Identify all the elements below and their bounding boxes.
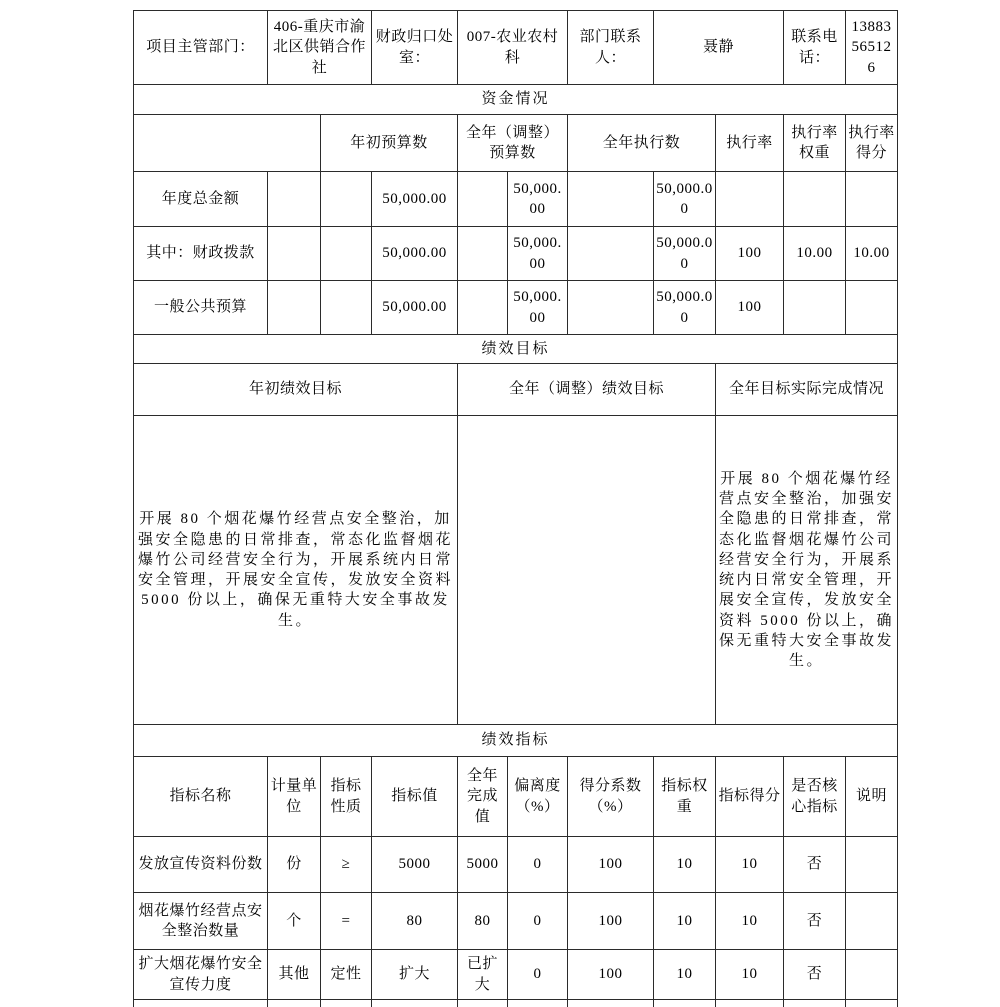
funding-initial-value: 50,000.00 [372, 281, 458, 335]
empty-cell [716, 1000, 784, 1007]
funding-section-title: 资金情况 [134, 85, 898, 115]
empty-cell [321, 1000, 372, 1007]
indicator-target: 5000 [372, 837, 458, 893]
empty-cell [458, 172, 508, 227]
indicator-note [846, 893, 898, 950]
indicator-completed: 已扩大 [458, 950, 508, 1000]
empty-cell [508, 1000, 568, 1007]
funding-row-label: 年度总金额 [134, 172, 268, 227]
funding-adjusted-value: 50,000.00 [508, 281, 568, 335]
funding-header-rate-weight: 执行率权重 [784, 115, 846, 172]
indicator-deviation: 0 [508, 837, 568, 893]
funding-rate-value [716, 172, 784, 227]
indicator-header-nature: 指标性质 [321, 757, 372, 837]
funding-rate-value: 100 [716, 227, 784, 281]
indicator-core: 否 [784, 893, 846, 950]
goals-adjusted-text [458, 416, 716, 725]
empty-cell [568, 172, 654, 227]
indicators-section-row [134, 725, 898, 757]
indicator-header-deviation: 偏离度（%） [508, 757, 568, 837]
indicator-score: 10 [716, 837, 784, 893]
goals-initial-text: 开展 80 个烟花爆竹经营点安全整治，加强安全隐患的日常排查，常态化监督烟花爆竹公司经营安全行为，开展系统内日常安全管理，开展安全宣传，发放安全资料 5000 份以上，确保无重特大安全事故发生。 [134, 416, 458, 725]
indicator-row [134, 950, 898, 1000]
goals-header-initial: 年初绩效目标 [134, 364, 458, 416]
funding-executed-value: 50,000.00 [654, 227, 716, 281]
goals-actual-text: 开展 80 个烟花爆竹经营点安全整治，加强安全隐患的日常排查，常态化监督烟花爆竹公司经营安全行为，开展系统内日常安全管理，开展安全宣传，发放安全资料 5000 份以上，确保无重特大安全事故发生。 [716, 416, 898, 725]
funding-rate-value: 100 [716, 281, 784, 335]
funding-row-total [134, 172, 898, 227]
empty-cell [458, 227, 508, 281]
goals-text-row [134, 416, 898, 725]
indicator-header-core: 是否核心指标 [784, 757, 846, 837]
clipped-row [134, 1000, 898, 1007]
funding-weight-value [784, 172, 846, 227]
indicator-deviation: 0 [508, 893, 568, 950]
empty-cell [134, 1000, 268, 1007]
funding-section-row [134, 85, 898, 115]
empty-cell [458, 281, 508, 335]
empty-cell [372, 1000, 458, 1007]
indicator-header-unit: 计量单位 [268, 757, 321, 837]
indicator-nature: 定性 [321, 950, 372, 1000]
contact-label: 部门联系人： [568, 11, 654, 85]
phone-value: 13883565126 [846, 11, 898, 85]
empty-cell [268, 227, 321, 281]
office-value: 007-农业农村科 [458, 11, 568, 85]
empty-cell [321, 281, 372, 335]
funding-adjusted-value: 50,000.00 [508, 172, 568, 227]
funding-score-value [846, 172, 898, 227]
indicator-row [134, 837, 898, 893]
empty-cell [268, 281, 321, 335]
indicator-name: 发放宣传资料份数 [134, 837, 268, 893]
empty-cell [568, 1000, 654, 1007]
indicator-name: 扩大烟花爆竹安全宣传力度 [134, 950, 268, 1000]
dept-label: 项目主管部门： [134, 11, 268, 85]
indicator-unit: 个 [268, 893, 321, 950]
empty-cell [568, 281, 654, 335]
indicator-header-coefficient: 得分系数（%） [568, 757, 654, 837]
goals-section-row [134, 335, 898, 364]
dept-value: 406-重庆市渝北区供销合作社 [268, 11, 372, 85]
indicator-unit: 份 [268, 837, 321, 893]
goals-section-title: 绩效目标 [134, 335, 898, 364]
indicators-header-row [134, 757, 898, 837]
indicator-deviation: 0 [508, 950, 568, 1000]
indicator-header-weight: 指标权重 [654, 757, 716, 837]
phone-label: 联系电话： [784, 11, 846, 85]
indicator-header-completed: 全年完成值 [458, 757, 508, 837]
empty-cell [268, 1000, 321, 1007]
funding-header-row [134, 115, 898, 172]
performance-report-table [133, 10, 898, 1007]
indicator-completed: 5000 [458, 837, 508, 893]
funding-row-label: 其中：财政拨款 [134, 227, 268, 281]
indicator-header-name: 指标名称 [134, 757, 268, 837]
indicator-header-target: 指标值 [372, 757, 458, 837]
funding-header-rate: 执行率 [716, 115, 784, 172]
funding-row-public-budget [134, 281, 898, 335]
empty-cell [268, 172, 321, 227]
indicator-core: 否 [784, 837, 846, 893]
funding-header-executed: 全年执行数 [568, 115, 716, 172]
office-label: 财政归口处室： [372, 11, 458, 85]
indicator-name: 烟花爆竹经营点安全整治数量 [134, 893, 268, 950]
indicator-target: 扩大 [372, 950, 458, 1000]
indicator-coefficient: 100 [568, 837, 654, 893]
funding-header-adjusted: 全年（调整）预算数 [458, 115, 568, 172]
funding-initial-value: 50,000.00 [372, 172, 458, 227]
funding-executed-value: 50,000.00 [654, 172, 716, 227]
indicators-section-title: 绩效指标 [134, 725, 898, 757]
funding-adjusted-value: 50,000.00 [508, 227, 568, 281]
indicator-nature: = [321, 893, 372, 950]
funding-row-fiscal [134, 227, 898, 281]
indicator-coefficient: 100 [568, 893, 654, 950]
funding-header-rate-score: 执行率得分 [846, 115, 898, 172]
empty-cell [784, 1000, 846, 1007]
indicator-weight: 10 [654, 837, 716, 893]
indicator-header-note: 说明 [846, 757, 898, 837]
goals-header-adjusted: 全年（调整）绩效目标 [458, 364, 716, 416]
funding-header-initial: 年初预算数 [321, 115, 458, 172]
empty-cell [654, 1000, 716, 1007]
indicator-weight: 10 [654, 950, 716, 1000]
indicator-header-score: 指标得分 [716, 757, 784, 837]
empty-cell [846, 1000, 898, 1007]
indicator-core: 否 [784, 950, 846, 1000]
funding-executed-value: 50,000.00 [654, 281, 716, 335]
indicator-score: 10 [716, 950, 784, 1000]
indicator-nature: ≥ [321, 837, 372, 893]
indicator-note [846, 837, 898, 893]
indicator-target: 80 [372, 893, 458, 950]
funding-weight-value: 10.00 [784, 227, 846, 281]
indicator-note [846, 950, 898, 1000]
empty-cell [321, 227, 372, 281]
indicator-weight: 10 [654, 893, 716, 950]
contact-value: 聂静 [654, 11, 784, 85]
indicator-unit: 其他 [268, 950, 321, 1000]
empty-cell [458, 1000, 508, 1007]
indicator-completed: 80 [458, 893, 508, 950]
funding-initial-value: 50,000.00 [372, 227, 458, 281]
funding-weight-value [784, 281, 846, 335]
empty-cell [568, 227, 654, 281]
info-row [134, 11, 898, 85]
goals-header-actual: 全年目标实际完成情况 [716, 364, 898, 416]
funding-score-value: 10.00 [846, 227, 898, 281]
indicator-row [134, 893, 898, 950]
funding-score-value [846, 281, 898, 335]
indicator-coefficient: 100 [568, 950, 654, 1000]
funding-header-empty [134, 115, 321, 172]
funding-row-label: 一般公共预算 [134, 281, 268, 335]
indicator-score: 10 [716, 893, 784, 950]
empty-cell [321, 172, 372, 227]
goals-header-row [134, 364, 898, 416]
